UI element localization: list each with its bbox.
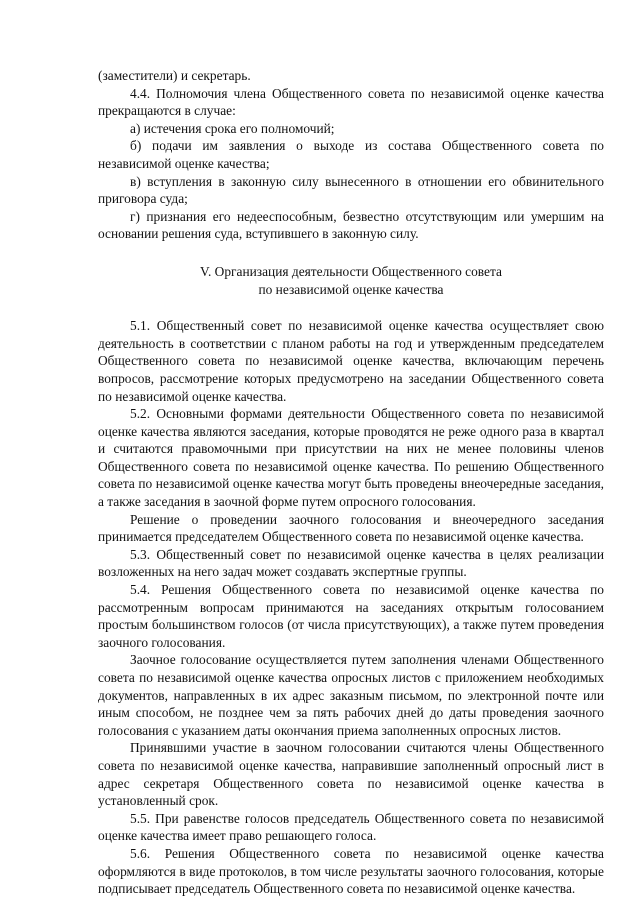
paragraph-5-3: 5.3. Общественный совет по независимой оценке качества в целях реализации возложенных на него задач может создавать экспертные группы. [98, 546, 604, 580]
section-heading [98, 263, 604, 298]
paragraph-5-2-decision: Решение о проведении заочного голосования и внеочередного заседания принимается председателем Общественного совета по независимой оценке качества. [98, 511, 604, 545]
paragraph-5-4-absentee: Заочное голосование осуществляется путем заполнения членами Общественного совета по независимой оценке качества опросных листов с приложением необходимых документов, направленных в их адрес заказным письмом, по электронной почте или иным способом, не позднее чем за пять рабочих дней до даты проведения заочного голосования с указанием даты окончания приема заполненных опросных листов. [98, 652, 604, 738]
paragraph-5-4: 5.4. Решения Общественного совета по независимой оценке качества по рассмотренным вопросам принимаются на заседаниях открытым голосованием простым большинством голосов (от числа присутствующих), а также путем проведения заочного голосования. [98, 582, 604, 650]
list-item-b: б) подачи им заявления о выходе из состава Общественного совета по независимой оценке качества; [98, 138, 604, 171]
paragraph: (заместители) и секретарь. [98, 68, 251, 83]
paragraph-5-2: 5.2. Основными формами деятельности Общественного совета по независимой оценке качества являются заседания, которые проводятся не реже одного раза в квартал и считаются правомочными при присутствии на них не менее половины членов Общественного совета по независимой оценке качества. По решению Общественного совета по независимой оценке качества могут быть проведены внеочередные заседания, а также заседания в заочной форме путем опросного голосования. [98, 406, 604, 510]
list-item-g: г) признания его недееспособным, безвестно отсутствующим или умершим на основании решения суда, вступившего в законную силу. [98, 208, 604, 242]
paragraph-5-6: 5.6. Решения Общественного совета по независимой оценке качества оформляются в виде протоколов, в том числе результаты заочного голосования, которые подписывает председатель Общественного совета по независимой оценке качества. [98, 845, 604, 897]
section-heading-line-1: V. Организация деятельности Общественного совета [200, 263, 502, 279]
paragraph-4-4: 4.4. Полномочия члена Общественного совета по независимой оценке качества прекращаются в случае: [98, 85, 604, 119]
paragraph-5-5: 5.5. При равенстве голосов председатель Общественного совета по независимой оценке качества имеет право решающего голоса. [98, 810, 604, 844]
list-item-a: а) истечения срока его полномочий; [130, 120, 335, 136]
paragraph-5-4-participants: Принявшими участие в заочном голосовании считаются члены Общественного совета по независимой оценке качества, направившие заполненный опросный лист в адрес секретаря Общественного совета по независимой оценке качества в установленный срок. [98, 740, 604, 809]
paragraph-5-1: 5.1. Общественный совет по независимой оценке качества осуществляет свою деятельность в соответствии с планом работы на год и утвержденным председателем Общественного совета по независимой оценке качества, включающим перечень вопросов, рассмотрение которых предусмотрено на заседании Общественного совета по независимой оценке качества. [98, 318, 604, 404]
section-heading-line-2: по независимой оценке качества [258, 281, 444, 297]
document-page [98, 67, 604, 898]
list-item-v: в) вступления в законную силу вынесенного в отношении его обвинительного приговора суда; [98, 173, 604, 207]
